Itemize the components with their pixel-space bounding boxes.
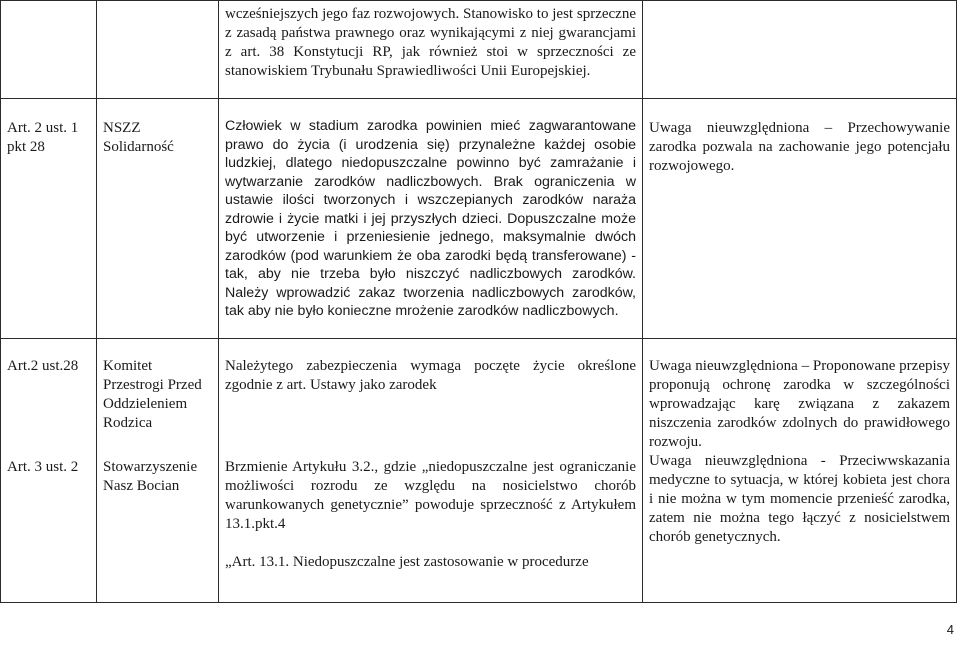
source-name: Stowarzyszenie Nasz Bocian: [103, 459, 198, 494]
page-number: 4: [946, 622, 954, 637]
proposal-text-part2: „Art. 13.1. Niedopuszczalne jest zastosowanie w procedurze: [225, 554, 589, 570]
cell-source: [97, 339, 219, 453]
comment-text: Uwaga nieuwzględniona – Przechowywanie zarodka pozwala na zachowanie jego potencjału rozwojowego.: [649, 120, 950, 174]
source-name: NSZZ Solidarność: [103, 120, 174, 155]
cell-source: [97, 99, 219, 339]
cell-article: [1, 452, 97, 602]
article-ref: Art. 3 ust. 2: [7, 459, 79, 475]
cell-comment: [643, 339, 957, 453]
table-row-nasz-bocian: [1, 452, 957, 602]
cell-article: [1, 1, 97, 99]
proposal-text-part1: Brzmienie Artykułu 3.2., gdzie „niedopuszczalne jest ograniczanie możliwości rozrodu ze względu na nosicielstwo chorób warunkowanych genetycznie” powoduje sprzeczność z Artykułem 13.1.pkt.4: [225, 459, 636, 532]
article-ref: Art. 2 ust. 1 pkt 28: [7, 120, 79, 155]
proposal-text: Człowiek w stadium zarodka powinien mieć zagwarantowane prawo do życia (i urodzenia się) przynależne każdej osobie ludzkiej, dlatego niedopuszczalne powinno być zamrażanie i wytwarzanie zarodków nadliczbowych. Brak ograniczenia w ustawie ilości tworzonych i wszczepianych zarodków naraża zdrowie i życie matki i jej przyszłych dzieci. Dopuszczalne może być utworzenie i przeniesienie jednego, maksymalnie dwóch zarodków (pod warunkiem że oba zarodki będą transferowane) - tak, aby nie trzeba było niszczyć nadliczbowych zarodków. Należy wprowadzić zakaz tworzenia nadliczbowych zarodków, tak aby nie było konieczne mrożenie zarodków nadliczbowych.: [225, 118, 636, 319]
cell-comment: [643, 1, 957, 99]
article-ref: Art.2 ust.28: [7, 358, 79, 374]
cell-source: [97, 452, 219, 602]
source-name: Komitet Przestrogi Przed Oddzieleniem Rodzica: [103, 358, 202, 431]
table-row-komitet: [1, 339, 957, 453]
comment-text: Uwaga nieuwzględniona - Przeciwwskazania medyczne to sytuacja, w której kobieta jest chora i nie można w tym momencie przenieść zarodka, zatem nie można tego łączyć z nosicielstwem chorób genetycznych.: [649, 453, 950, 545]
comment-text: Uwaga nieuwzględniona – Proponowane przepisy proponują ochronę zarodka w szczególności wprowadzając karę związana z zakazem niszczenia zarodków zdolnych do prawidłowego rozwoju.: [649, 358, 950, 450]
cell-comment: [643, 452, 957, 602]
cell-article: [1, 99, 97, 339]
cell-text: [219, 99, 643, 339]
cell-comment: [643, 99, 957, 339]
cell-article: [1, 339, 97, 453]
cell-text: [219, 452, 643, 602]
proposal-text: Należytego zabezpieczenia wymaga poczęte życie określone zgodnie z art. Ustawy jako zarodek: [225, 358, 636, 393]
cell-source: [97, 1, 219, 99]
continuation-text: wcześniejszych jego faz rozwojowych. Stanowisko to jest sprzeczne z zasadą państwa prawnego oraz wynikającymi z niej gwarancjami z art. 38 Konstytucji RP, jak również stoi w sprzeczności ze stanowiskiem Trybunału Sprawiedliwości Unii Europejskiej.: [225, 6, 636, 79]
table-row-nszz: [1, 99, 957, 339]
cell-text: [219, 1, 643, 99]
cell-text: [219, 339, 643, 453]
table-row-continuation: [1, 1, 957, 99]
